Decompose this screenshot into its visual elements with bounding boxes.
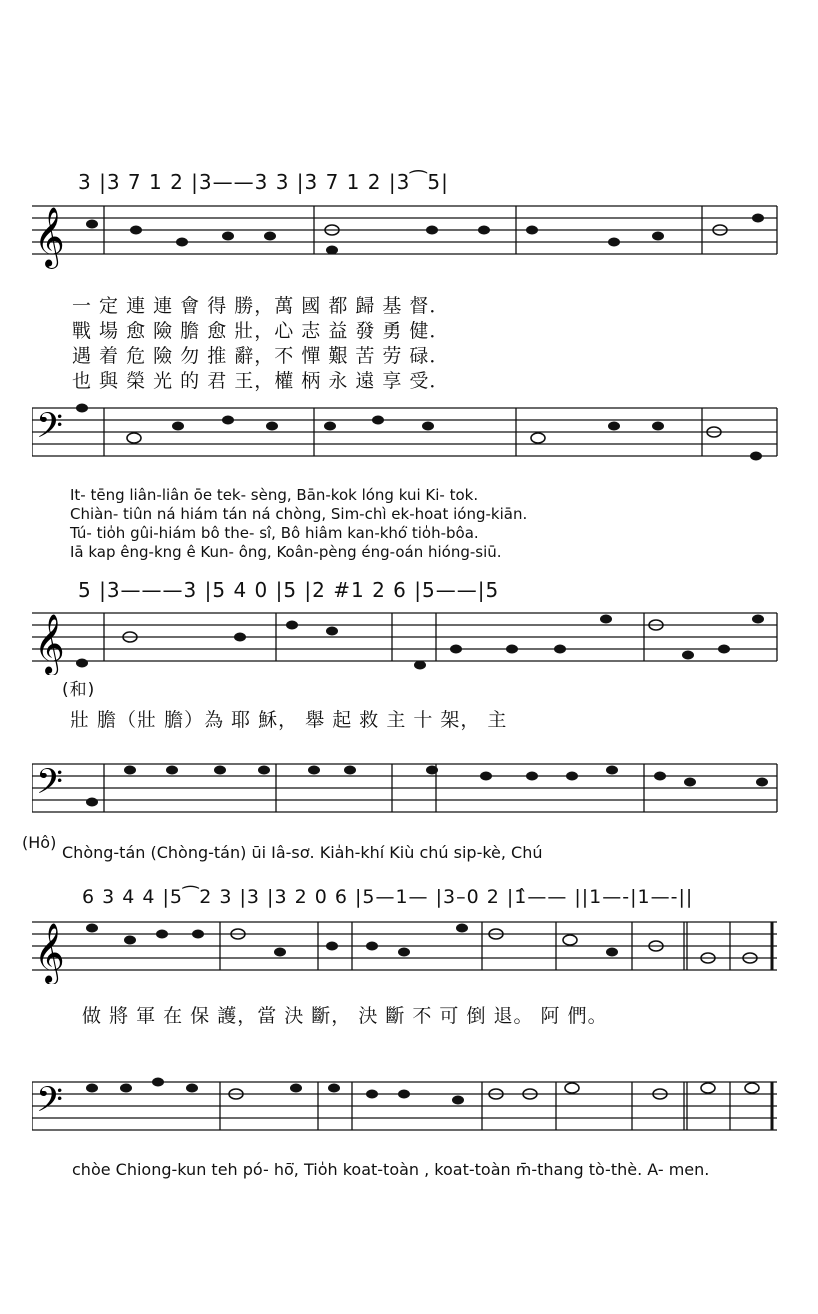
svg-text:𝄞: 𝄞 bbox=[34, 923, 65, 983]
svg-text:𝄞: 𝄞 bbox=[34, 614, 65, 674]
system1-roman-verse-2: Chiàn- tiûn ná hiám tán ná chòng, Sim-chì ek-hoat ióng-kiān. bbox=[70, 505, 528, 523]
system2-cjk-lyric: 壯 膽（壯 膽）為 耶 穌， 舉 起 救 主 十 架， 主 bbox=[70, 709, 508, 731]
system2-paren-note: (和) bbox=[62, 680, 96, 700]
system1-bass-staff bbox=[32, 398, 782, 470]
system3-cjk-lyric: 做 將 軍 在 保 護，當 決 斷， 決 斷 不 可 倒 退。 阿 們。 bbox=[82, 1005, 608, 1027]
system1-roman-verse-3: Tú- tio̍h gûi-hiám bô the- sî, Bô hiâm kan-khó͘ tio̍h-bôa. bbox=[70, 524, 479, 542]
svg-text:𝄢: 𝄢 bbox=[36, 1079, 64, 1128]
system2-roman-note: (Hô) bbox=[22, 833, 57, 852]
system2-numbers: 5 |3———3 |5 4 0 |5 |2 #1 2 6 |5——|5 bbox=[78, 578, 500, 602]
svg-text:𝄢: 𝄢 bbox=[36, 761, 64, 810]
system3-bass-staff bbox=[32, 1068, 782, 1150]
system3-treble-staff bbox=[32, 914, 782, 984]
system3-roman-lyric: chòe Chiong-kun teh pó- hō͘, Tio̍h koat-toàn , koat-toàn m̄-thang tò-thè. A- men. bbox=[72, 1160, 710, 1179]
system1-roman-verse-1: It- tēng liân-liân ōe tek- sèng, Bān-kok lóng kui Ki- tok. bbox=[70, 486, 479, 504]
system1-roman-verse-4: Iā kap êng-kng ê Kun- ông, Koân-pèng éng-oán hióng-siū. bbox=[70, 543, 502, 561]
system1-numbers: 3 |3 7 1 2 |3——3 3 |3 7 1 2 |3⁀5| bbox=[78, 170, 449, 194]
system1-treble-staff bbox=[32, 198, 782, 276]
system3-numbers: 6 3 4 4 |5⁀2 3 |3 |3 2 0 6 |5—1— |3–0 2 |1̂—— ||1—-|1—-|| bbox=[82, 886, 694, 908]
system1-cjk-verse-2: 戰 場 愈 險 膽 愈 壯，心 志 益 發 勇 健． bbox=[72, 320, 450, 342]
svg-text:𝄞: 𝄞 bbox=[34, 207, 65, 267]
svg-text:𝄢: 𝄢 bbox=[36, 405, 64, 454]
system2-bass-staff bbox=[32, 752, 782, 830]
system2-roman-lyric: Chòng-tán (Chòng-tán) ūi Iâ-sơ. Kia̍h-khí Kiù chú sip-kè, Chú bbox=[62, 843, 543, 862]
system2-treble-staff bbox=[32, 605, 782, 675]
system1-cjk-verse-1: 一 定 連 連 會 得 勝，萬 國 都 歸 基 督． bbox=[72, 295, 450, 317]
system1-cjk-verse-3: 遇 着 危 險 勿 推 辭，不 憚 艱 苦 劳 碌． bbox=[72, 345, 450, 367]
system1-cjk-verse-4: 也 與 榮 光 的 君 王，權 柄 永 遠 享 受． bbox=[72, 370, 450, 392]
